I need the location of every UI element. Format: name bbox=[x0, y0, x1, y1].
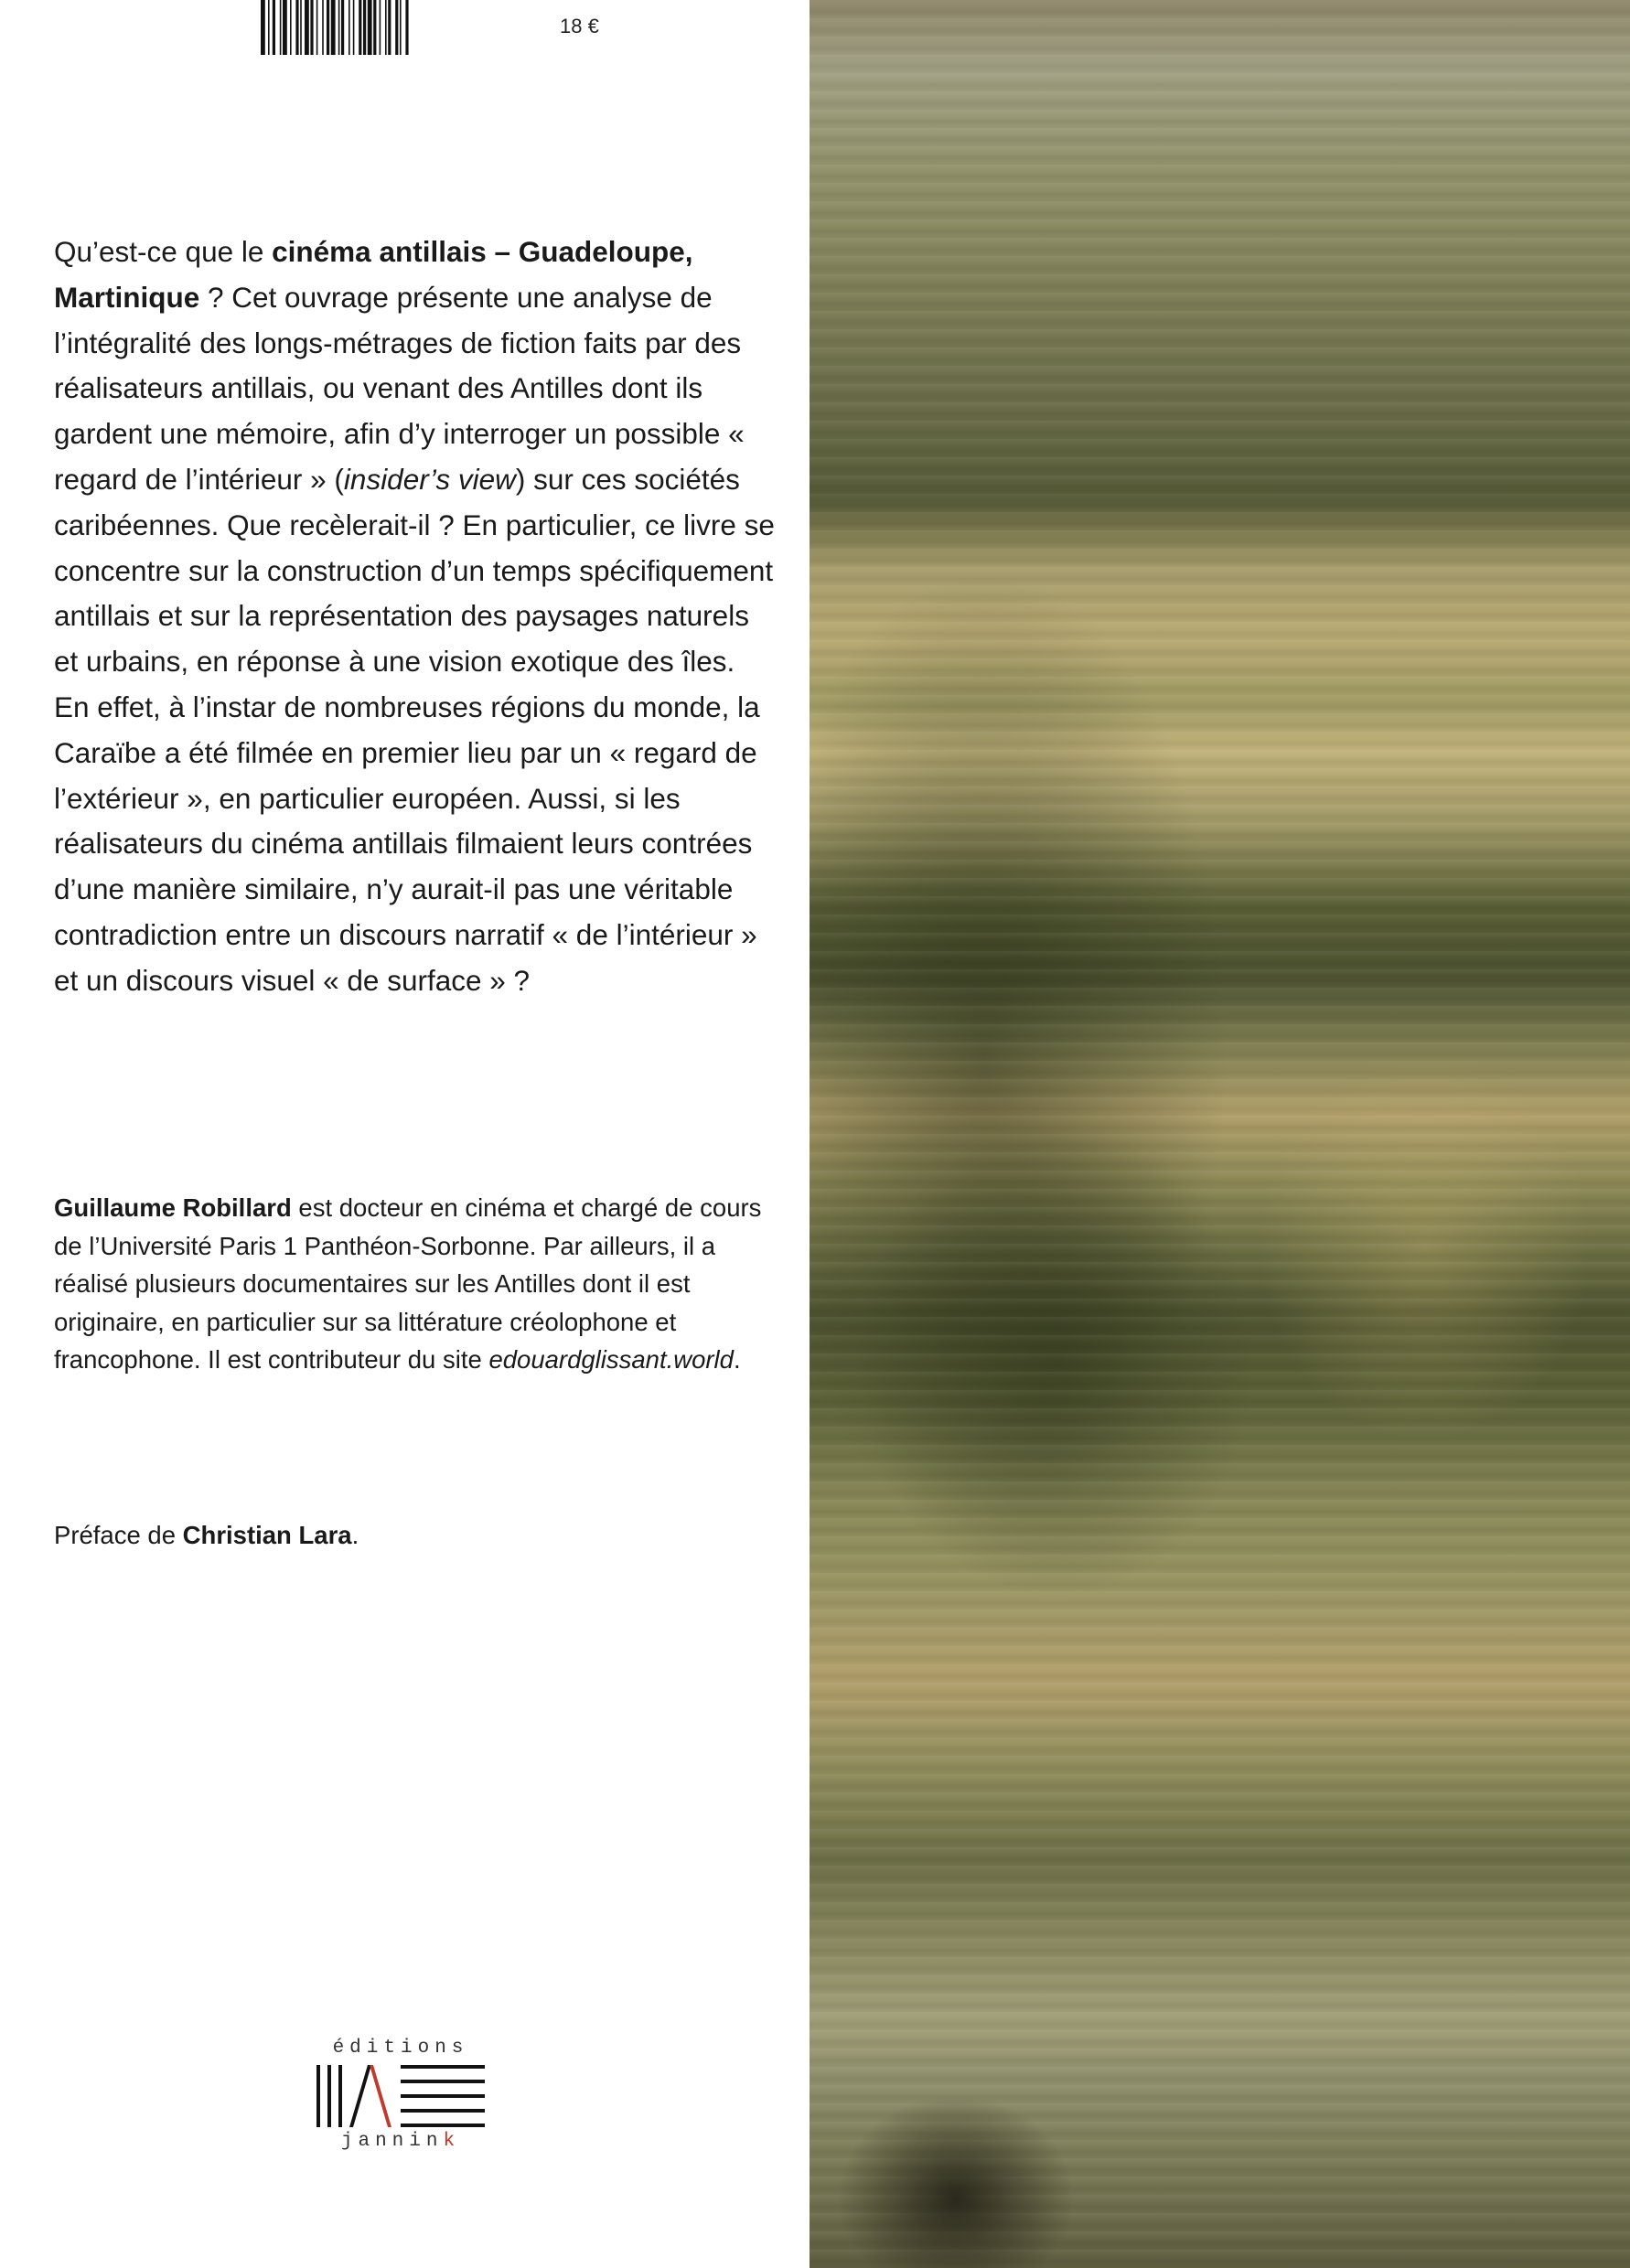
barcode-bar bbox=[400, 0, 402, 55]
barcode-bar bbox=[338, 0, 340, 55]
cover-photo-blurred-trees bbox=[810, 0, 1630, 2268]
publisher-name-accent: k bbox=[443, 2131, 461, 2152]
barcode-bar bbox=[373, 0, 376, 55]
barcode-bar bbox=[368, 0, 372, 55]
barcode-bar bbox=[280, 0, 282, 55]
author-bio-end: . bbox=[733, 1345, 741, 1374]
barcode-bar bbox=[380, 0, 381, 55]
publisher-logo-bottom-text bbox=[314, 2131, 488, 2152]
barcode-bar bbox=[341, 0, 344, 55]
barcode bbox=[261, 0, 546, 55]
barcode-bar bbox=[316, 0, 318, 55]
barcode-bar bbox=[363, 0, 366, 55]
barcode-bar bbox=[353, 0, 355, 55]
publisher-name: jannin bbox=[340, 2131, 444, 2152]
barcode-bar bbox=[273, 0, 275, 55]
barcode-bar bbox=[349, 0, 350, 55]
publisher-logo-top-text: éditions bbox=[332, 2038, 469, 2059]
barcode-bar bbox=[322, 0, 324, 55]
barcode-bar bbox=[290, 0, 292, 55]
publisher-logo bbox=[314, 2038, 488, 2158]
photo-motion-blur bbox=[810, 0, 1630, 2268]
barcode-bar bbox=[395, 0, 398, 55]
barcode-bar bbox=[268, 0, 270, 55]
preface-credit bbox=[54, 1516, 777, 1555]
barcode-bar bbox=[385, 0, 387, 55]
synopsis-intro: Qu’est-ce que le bbox=[54, 235, 273, 268]
barcode-bar bbox=[327, 0, 329, 55]
barcode-bar bbox=[331, 0, 336, 55]
price-label: 18 € bbox=[560, 15, 599, 37]
barcode-bar bbox=[310, 0, 313, 55]
author-name: Guillaume Robillard bbox=[54, 1193, 292, 1222]
barcode-bar bbox=[261, 0, 265, 55]
synopsis-paragraph bbox=[54, 230, 777, 1004]
barcode-bar bbox=[305, 0, 309, 55]
back-cover-text-panel bbox=[0, 0, 810, 2268]
barcode-bar bbox=[283, 0, 287, 55]
photo-dark-spot bbox=[837, 2094, 1075, 2268]
preface-author: Christian Lara bbox=[182, 1521, 352, 1549]
barcode-bar bbox=[300, 0, 302, 55]
synopsis-body-1: ? Cet ouvrage présente une analyse de l’intégralité des longs-métrages de fiction faits par des réalisateurs antillais, ou venant des Antilles dont ils gardent une mémoire, afin d’y interroger un possible « regard de l’intérieur » ( bbox=[54, 280, 745, 496]
synopsis-subject: cinéma antillais – Guadeloupe, Martinique bbox=[54, 235, 693, 314]
barcode-bar bbox=[388, 0, 391, 55]
author-bio bbox=[54, 1189, 777, 1379]
barcode-bar bbox=[295, 0, 298, 55]
preface-prefix: Préface de bbox=[54, 1521, 183, 1549]
author-bio-text: est docteur en cinéma et chargé de cours de l’Université Paris 1 Panthéon-Sorbonne. Par ailleurs, il a réalisé plusieurs documentaires sur les Antilles dont il est originaire, en particulier sur sa littérature créolophone et francophone. Il est contributeur du site bbox=[54, 1193, 762, 1374]
synopsis-insiders-view: insider’s view bbox=[343, 462, 516, 496]
preface-end: . bbox=[351, 1521, 359, 1549]
barcode-bar bbox=[405, 0, 408, 55]
barcode-bar bbox=[359, 0, 361, 55]
synopsis-body-2: ) sur ces sociétés caribéennes. Que recèlerait-il ? En particulier, ce livre se concentre sur la construction d’un temps spécifiquement antillais et sur la représentation des paysages naturels et urbains, en réponse à une vision exotique des îles. En effet, à l’instar de nombreuses régions du monde, la Caraïbe a été filmée en premier lieu par un « regard de l’extérieur », en particulier européen. Aussi, si les réalisateurs du cinéma antillais filmaient leurs contrées d’une manière similaire, n’y aurait-il pas une véritable contradiction entre un discours narratif « de l’intérieur » et un discours visuel « de surface » ? bbox=[54, 462, 775, 997]
author-website: edouardglissant.world bbox=[488, 1345, 734, 1374]
publisher-logo-mark bbox=[316, 2065, 485, 2127]
